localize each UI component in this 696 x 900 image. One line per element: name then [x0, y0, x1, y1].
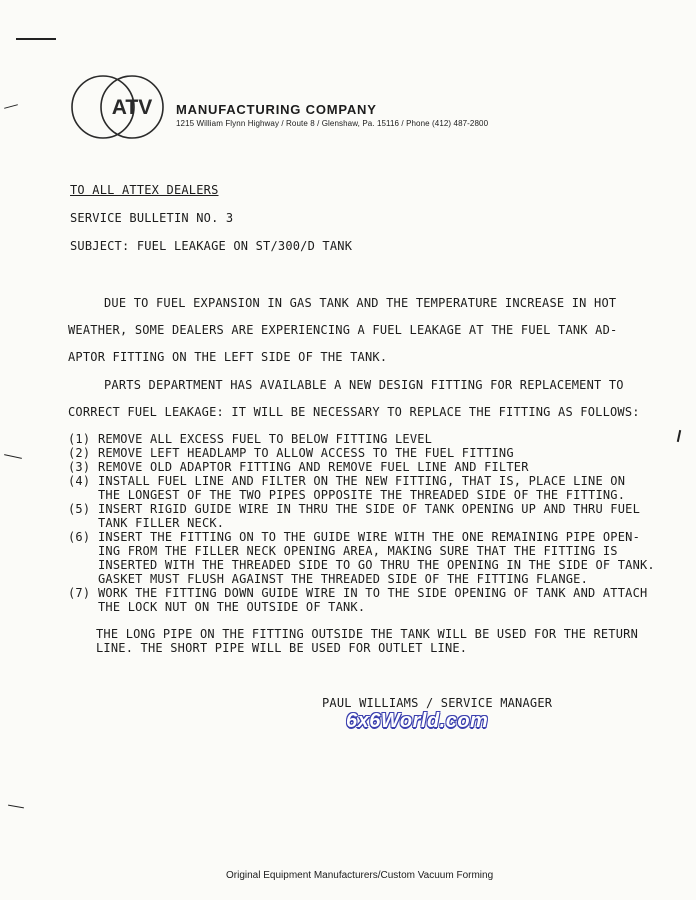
list-item	[68, 544, 655, 558]
step-number: (4)	[68, 474, 91, 488]
step-text: INSERT RIGID GUIDE WIRE IN THRU THE SIDE OF TANK OPENING UP AND THRU FUEL	[98, 502, 640, 516]
list-item	[68, 572, 655, 586]
signature: PAUL WILLIAMS / SERVICE MANAGER	[322, 696, 553, 710]
list-item	[68, 432, 655, 446]
steps-list	[68, 432, 655, 614]
to-line: TO ALL ATTEX DEALERS	[70, 183, 219, 197]
step-text: WORK THE FITTING DOWN GUIDE WIRE IN TO THE SIDE OPENING OF TANK AND ATTACH	[98, 586, 648, 600]
list-item	[68, 460, 655, 474]
list-item	[68, 474, 655, 488]
watermark: 6x6World.com	[346, 710, 489, 732]
step-number: (2)	[68, 446, 91, 460]
step-text: REMOVE OLD ADAPTOR FITTING AND REMOVE FUEL LINE AND FILTER	[98, 460, 529, 474]
scan-mark-left-mid	[4, 454, 22, 459]
step-text: INSTALL FUEL LINE AND FILTER ON THE NEW FITTING, THAT IS, PLACE LINE ON	[98, 474, 626, 488]
step-number: (1)	[68, 432, 91, 446]
list-item	[68, 586, 655, 600]
atv-logo	[70, 72, 170, 142]
list-item	[68, 488, 655, 502]
list-item	[68, 502, 655, 516]
step-text: THE LOCK NUT ON THE OUTSIDE OF TANK.	[98, 600, 366, 614]
scan-mark-left-bottom	[8, 805, 24, 809]
bulletin-number: SERVICE BULLETIN NO. 3	[70, 211, 234, 225]
list-item	[68, 530, 655, 544]
list-item	[68, 516, 655, 530]
list-item	[68, 600, 655, 614]
step-text: REMOVE ALL EXCESS FUEL TO BELOW FITTING LEVEL	[98, 432, 433, 446]
paragraph-line: PARTS DEPARTMENT HAS AVAILABLE A NEW DESIGN FITTING FOR REPLACEMENT TO	[104, 378, 624, 392]
step-text: THE LONGEST OF THE TWO PIPES OPPOSITE THE THREADED SIDE OF THE FITTING.	[98, 488, 626, 502]
step-text: GASKET MUST FLUSH AGAINST THE THREADED SIDE OF THE FITTING FLANGE.	[98, 572, 589, 586]
step-text: INSERTED WITH THE THREADED SIDE TO GO THRU THE OPENING IN THE SIDE OF TANK.	[98, 558, 655, 572]
paragraph-line: WEATHER, SOME DEALERS ARE EXPERIENCING A FUEL LEAKAGE AT THE FUEL TANK AD-	[68, 323, 618, 337]
closing-line: LINE. THE SHORT PIPE WILL BE USED FOR OUTLET LINE.	[96, 641, 468, 655]
company-name: MANUFACTURING COMPANY	[176, 102, 377, 117]
scan-mark-top-left	[16, 38, 56, 40]
logo-text: ATV	[111, 96, 153, 119]
step-text: TANK FILLER NECK.	[98, 516, 225, 530]
scan-mark-right	[677, 430, 681, 442]
subject-line: SUBJECT: FUEL LEAKAGE ON ST/300/D TANK	[70, 239, 353, 253]
step-number: (3)	[68, 460, 91, 474]
step-text: ING FROM THE FILLER NECK OPENING AREA, MAKING SURE THAT THE FITTING IS	[98, 544, 618, 558]
paragraph-line: APTOR FITTING ON THE LEFT SIDE OF THE TANK.	[68, 350, 388, 364]
footer-text: Original Equipment Manufacturers/Custom Vacuum Forming	[226, 870, 494, 881]
company-address: 1215 William Flynn Highway / Route 8 / Glenshaw, Pa. 15116 / Phone (412) 487-2800	[176, 119, 489, 128]
closing-line: THE LONG PIPE ON THE FITTING OUTSIDE THE TANK WILL BE USED FOR THE RETURN	[96, 627, 638, 641]
step-number: (7)	[68, 586, 91, 600]
paragraph-line: CORRECT FUEL LEAKAGE: IT WILL BE NECESSARY TO REPLACE THE FITTING AS FOLLOWS:	[68, 405, 640, 419]
list-item	[68, 446, 655, 460]
paragraph-line: DUE TO FUEL EXPANSION IN GAS TANK AND THE TEMPERATURE INCREASE IN HOT	[104, 296, 617, 310]
step-text: REMOVE LEFT HEADLAMP TO ALLOW ACCESS TO THE FUEL FITTING	[98, 446, 514, 460]
list-item	[68, 558, 655, 572]
scan-mark-left	[4, 104, 18, 109]
step-number: (6)	[68, 530, 91, 544]
step-number: (5)	[68, 502, 91, 516]
step-text: INSERT THE FITTING ON TO THE GUIDE WIRE WITH THE ONE REMAINING PIPE OPEN-	[98, 530, 640, 544]
